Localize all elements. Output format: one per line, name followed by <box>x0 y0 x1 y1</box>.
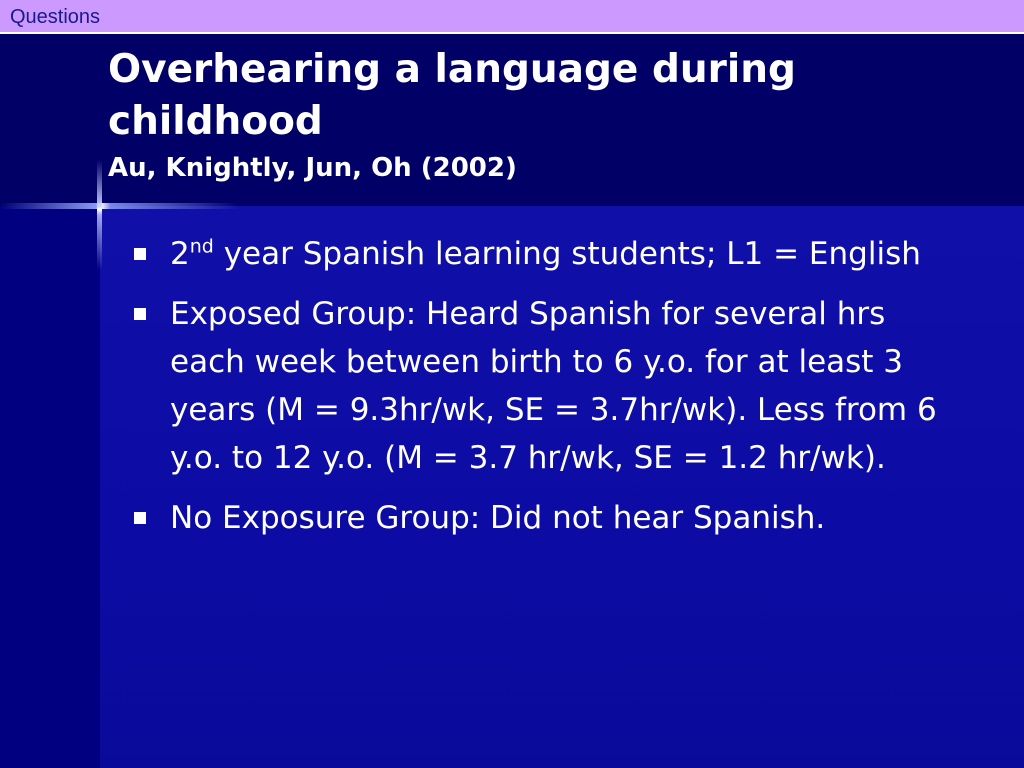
bullet-text-superscript: nd <box>189 235 214 258</box>
top-navigation-bar <box>0 0 1024 34</box>
sparkle-decoration-horizontal <box>0 203 240 209</box>
bullet-text: No Exposure Group: Did not hear Spanish. <box>170 500 826 536</box>
square-bullet-icon <box>134 512 146 524</box>
sparkle-decoration-vertical <box>97 160 102 270</box>
left-decorative-band <box>0 206 100 768</box>
bullet-text: year Spanish learning students; L1 = English <box>213 236 921 272</box>
slide-title: Overhearing a language during childhood <box>108 47 796 144</box>
bullet-item <box>130 494 960 542</box>
bullet-item <box>130 290 960 482</box>
square-bullet-icon <box>134 248 146 260</box>
slide-subtitle: Au, Knightly, Jun, Oh (2002) <box>108 153 517 183</box>
square-bullet-icon <box>134 308 146 320</box>
bullet-list <box>130 230 960 554</box>
bullet-text-prefix: 2 <box>170 236 190 272</box>
questions-link[interactable]: Questions <box>10 6 101 28</box>
bullet-item <box>130 230 960 278</box>
bullet-text: Exposed Group: Heard Spanish for several hrs each week between birth to 6 y.o. for at least 3 years (M = 9.3hr/wk, SE = 3.7hr/wk). Less from 6 y.o. to 12 y.o. (M = 3.7 hr/wk, SE = 1.2 hr/wk). <box>170 296 937 476</box>
